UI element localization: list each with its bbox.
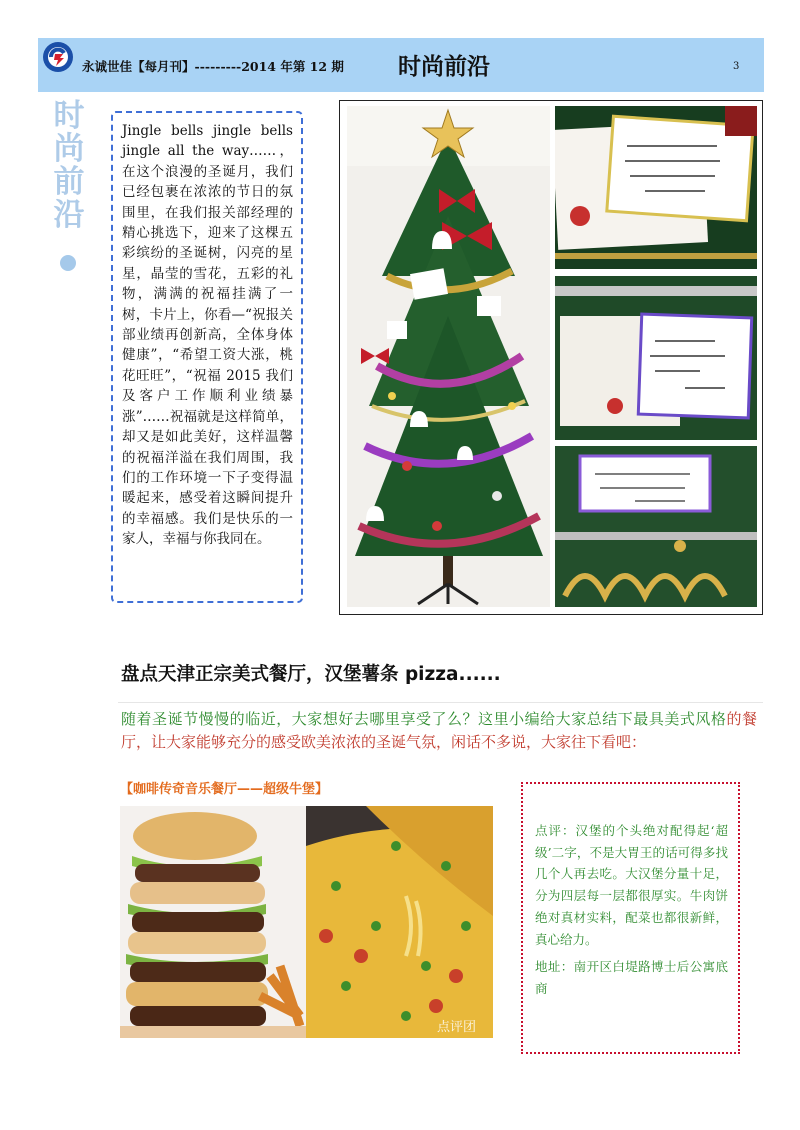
greeting-card-photo [555, 446, 757, 607]
greeting-card-photo [555, 276, 757, 440]
page-number: 3 [733, 61, 740, 72]
story-box [111, 111, 303, 603]
intro-green-text: 随着圣诞节慢慢的临近，大家想好去哪里享受了么？这里小编给大家总结下最具美式风格 [121, 710, 727, 728]
watermark: 点评团 [437, 1020, 477, 1035]
intro-red-text: 的餐厅，让大家能够充分的感受欧美浓浓的圣诞气氛，闲话不多说，大家往下看吧： [121, 710, 757, 751]
vertical-char: 沿 [53, 197, 85, 233]
burger-photo [120, 806, 306, 1038]
restaurant-heading: 【咖啡传奇音乐餐厅——超级牛堡】 [120, 782, 329, 797]
vertical-char: 时 [53, 98, 85, 134]
section-title: 时尚前沿 [398, 54, 490, 80]
company-logo-icon [42, 41, 74, 73]
review-text: 点评：汉堡的个头绝对配得起‘超级’二字，不是大胃王的话可得多找几个人再去吃。大汉堡分量十足，分为四层每一层都很厚实。牛肉饼绝对真材实料，配菜也都很新鲜，真心给力。 [535, 823, 728, 947]
pizza-photo [306, 806, 493, 1038]
issue-info: 永诚世佳【每月刊】---------2014 年第 12 期 [82, 59, 344, 74]
vertical-char: 尚 [53, 131, 85, 167]
address-text: 地址：南开区白堤路博士后公寓底商 [535, 959, 728, 996]
article-intro [121, 708, 757, 754]
vertical-char: 前 [53, 164, 85, 200]
vertical-section-label [53, 100, 85, 232]
christmas-tree-photo [347, 106, 550, 607]
divider [118, 702, 763, 703]
article-title: 盘点天津正宗美式餐厅，汉堡薯条 pizza...... [121, 664, 501, 685]
review-box [521, 782, 740, 1054]
greeting-card-photo [555, 106, 757, 269]
decorative-dot [60, 255, 76, 271]
story-text: Jingle bells jingle bells jingle all the way……，在这个浪漫的圣诞月，我们已经包裹在浓浓的节日的氛围里，在我们报关部经理的精心挑选下，迎来了这棵五彩缤纷的圣诞树，闪亮的星星，晶莹的雪花，五彩的礼物，满满的祝福挂满了一树，卡片上，你看—“祝报关部业绩再创新高，全体身体健康”，“希望工资大涨，桃花旺旺”，“祝福 2015 我们及客户工作顺利业绩暴涨”……祝福就是这样简单，却又是如此美好，这样温馨的祝福洋溢在我们周围，我们的工作环境一下子变得温暖起来，感受着这瞬间提升的幸福感。我们是快乐的一家人，幸福与你我同在。 [122, 123, 293, 548]
